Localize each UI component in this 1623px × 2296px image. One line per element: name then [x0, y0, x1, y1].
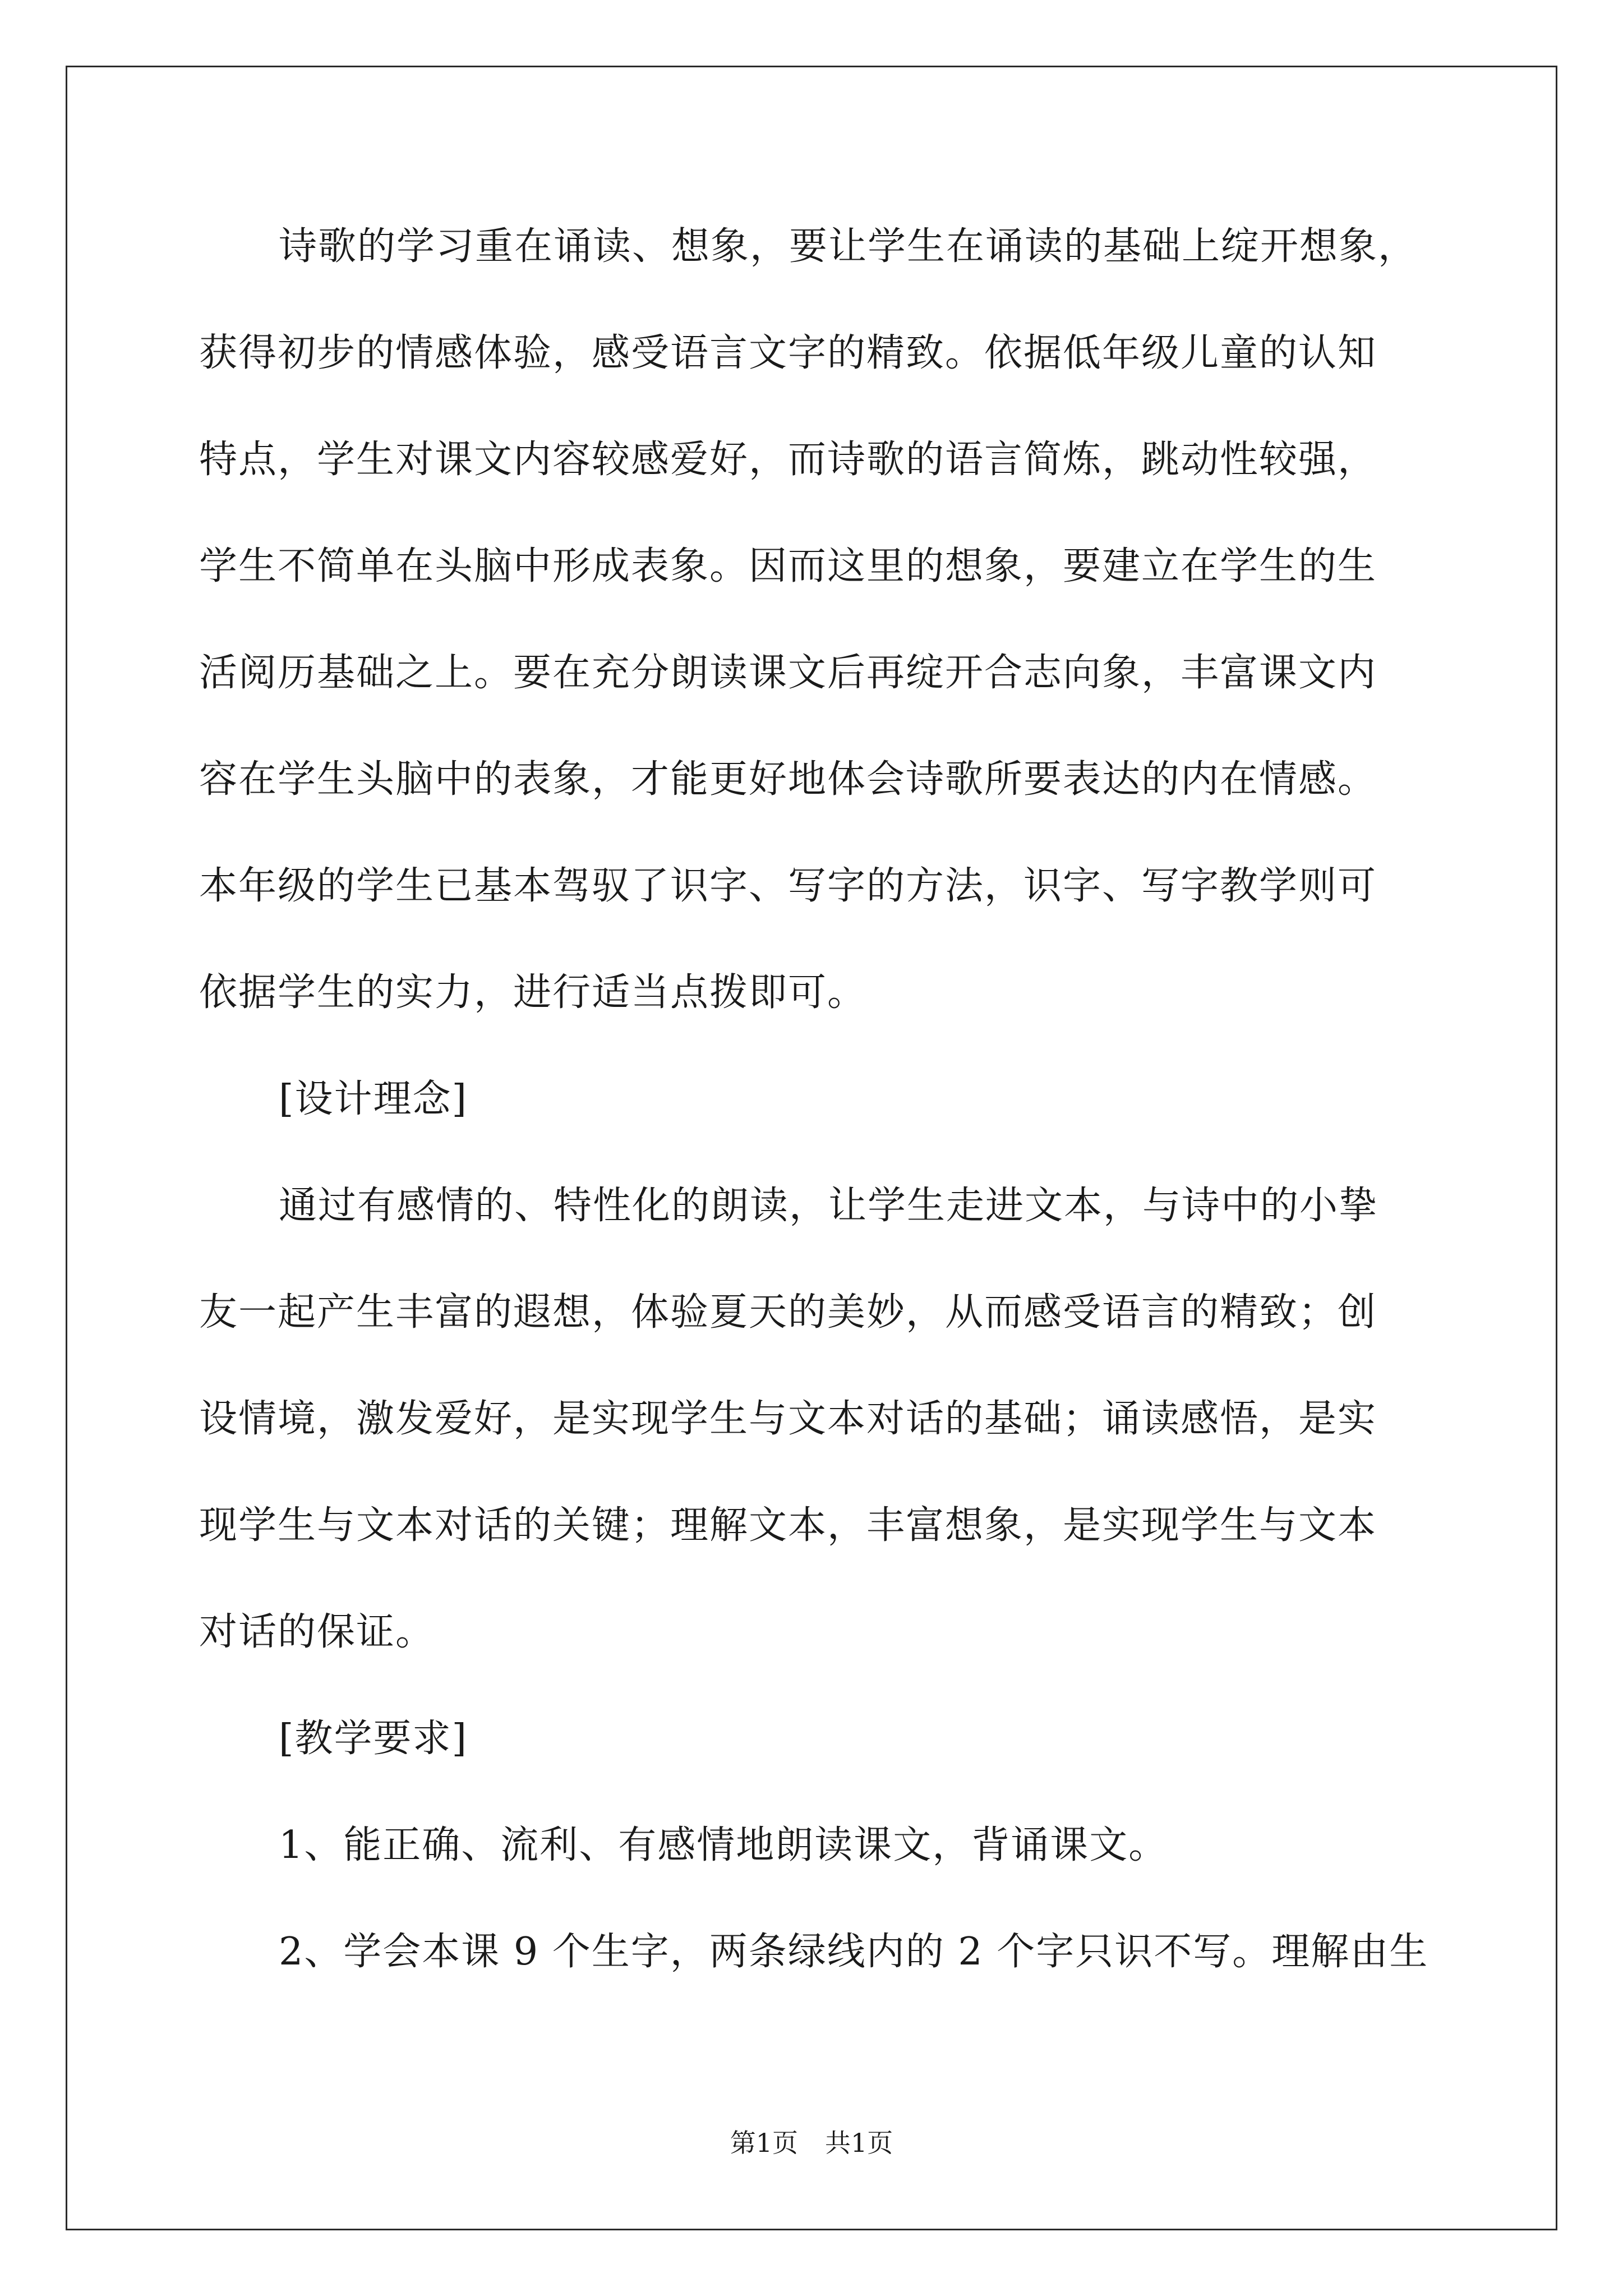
paragraph-1-line-8: 依据学生的实力，进行适当点拨即可。 [199, 970, 867, 1015]
paragraph-2-line-5: 对话的保证。 [199, 1610, 435, 1654]
paragraph-1-line-3: 特点，学生对课文内容较感爱好，而诗歌的语言简炼，跳动性较强， [199, 438, 1377, 482]
page-border [66, 66, 1557, 2230]
paragraph-2-line-3: 设情境，激发爱好，是实现学生与文本对话的基础；诵读感悟，是实 [199, 1397, 1377, 1441]
paragraph-2-line-1: 通过有感情的、特性化的朗读，让学生走进文本，与诗中的小挚 [279, 1184, 1378, 1228]
paragraph-2-line-4: 现学生与文本对话的关键；理解文本，丰富想象，是实现学生与文本 [199, 1503, 1377, 1548]
requirement-item-1: 1、能正确、流利、有感情地朗读课文，背诵课文。 [279, 1823, 1168, 1867]
paragraph-1-line-1: 诗歌的学习重在诵读、想象，要让学生在诵读的基础上绽开想象， [279, 224, 1418, 269]
paragraph-2-line-2: 友一起产生丰富的遐想，体验夏天的美妙，从而感受语言的精致；创 [199, 1290, 1377, 1335]
paragraph-1-line-5: 活阅历基础之上。要在充分朗读课文后再绽开合志向象，丰富课文内 [199, 651, 1377, 695]
paragraph-1-line-7: 本年级的学生已基本驾驭了识字、写字的方法，识字、写字教学则可 [199, 864, 1377, 908]
requirement-item-2: 2、学会本课 9 个生字，两条绿线内的 2 个字只识不写。理解由生 [279, 1930, 1429, 1974]
section-heading-design-concept: [设计理念] [279, 1077, 468, 1121]
page-footer [0, 2126, 1623, 2160]
paragraph-1-line-2: 获得初步的情感体验，感受语言文字的精致。依据低年级儿童的认知 [199, 331, 1377, 375]
page-number: 第1页 [730, 2128, 798, 2158]
section-heading-teaching-requirements: [教学要求] [279, 1717, 468, 1761]
paragraph-1-line-4: 学生不简单在头脑中形成表象。因而这里的想象，要建立在学生的生 [199, 544, 1377, 588]
page-total: 共1页 [825, 2128, 893, 2158]
paragraph-1-line-6: 容在学生头脑中的表象，才能更好地体会诗歌所要表达的内在情感。 [199, 757, 1377, 802]
